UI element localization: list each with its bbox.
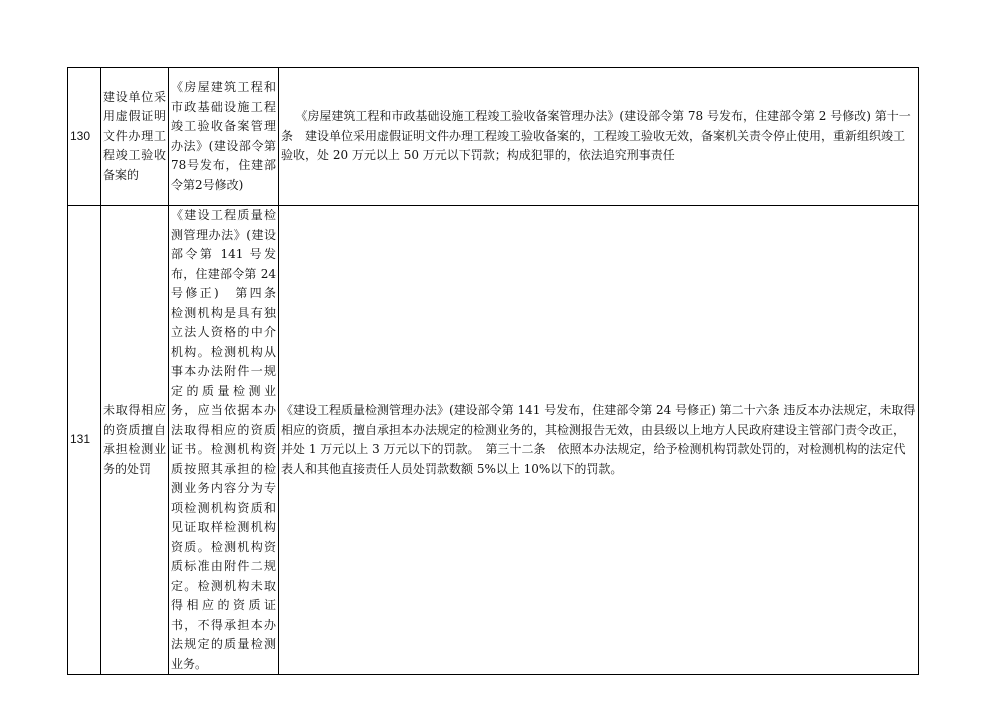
penalty-detail: 《房屋建筑工程和市政基础设施工程竣工验收备案管理办法》(建设部令第 78 号发布，住建部令第 2 号修改) 第十一条 建设单位采用虚假证明文件办理工程竣工验收备案的，工程竣工验收无效，备案机关责令停止使用，重新组织竣工验收，处 20 万元以上 50 万元以下罚款；构成犯罪的，依法追究刑事责任 bbox=[279, 68, 919, 206]
row-number: 130 bbox=[68, 68, 101, 206]
legal-basis: 《建设工程质量检测管理办法》(建设部令第 141 号发布，住建部令第 24 号修正) 第四条 检测机构是具有独立法人资格的中介机构。检测机构从事本办法附件一规定的质量检测业务，应当依据本办法取得相应的资质证书。检测机构资质按照其承担的检测业务内容分为专项检测机构资质和见证取样检测机构资质。检测机构资质标准由附件二规定。检测机构未取得相应的资质证书，不得承担本办法规定的质量检测业务。 bbox=[169, 206, 279, 675]
violation-item: 建设单位采用虚假证明文件办理工程竣工验收备案的 bbox=[101, 68, 169, 206]
legal-basis: 《房屋建筑工程和市政基础设施工程竣工验收备案管理办法》(建设部令第78号发布，住建部令第2号修改) bbox=[169, 68, 279, 206]
penalty-table bbox=[67, 67, 919, 675]
table-row bbox=[68, 206, 919, 675]
row-number: 131 bbox=[68, 206, 101, 675]
violation-item: 未取得相应的资质擅自承担检测业务的处罚 bbox=[101, 206, 169, 675]
table-row bbox=[68, 68, 919, 206]
penalty-detail: 《建设工程质量检测管理办法》(建设部令第 141 号发布，住建部令第 24 号修正) 第二十六条 违反本办法规定，未取得相应的资质，擅自承担本办法规定的检测业务的，其检测报告无效，由县级以上地方人民政府建设主管部门责令改正，并处 1 万元以上 3 万元以下的罚款。 第三十二条 依照本办法规定，给予检测机构罚款处罚的，对检测机构的法定代表人和其他直接责任人员处罚款数额 5%以上 10%以下的罚款。 bbox=[279, 206, 919, 675]
